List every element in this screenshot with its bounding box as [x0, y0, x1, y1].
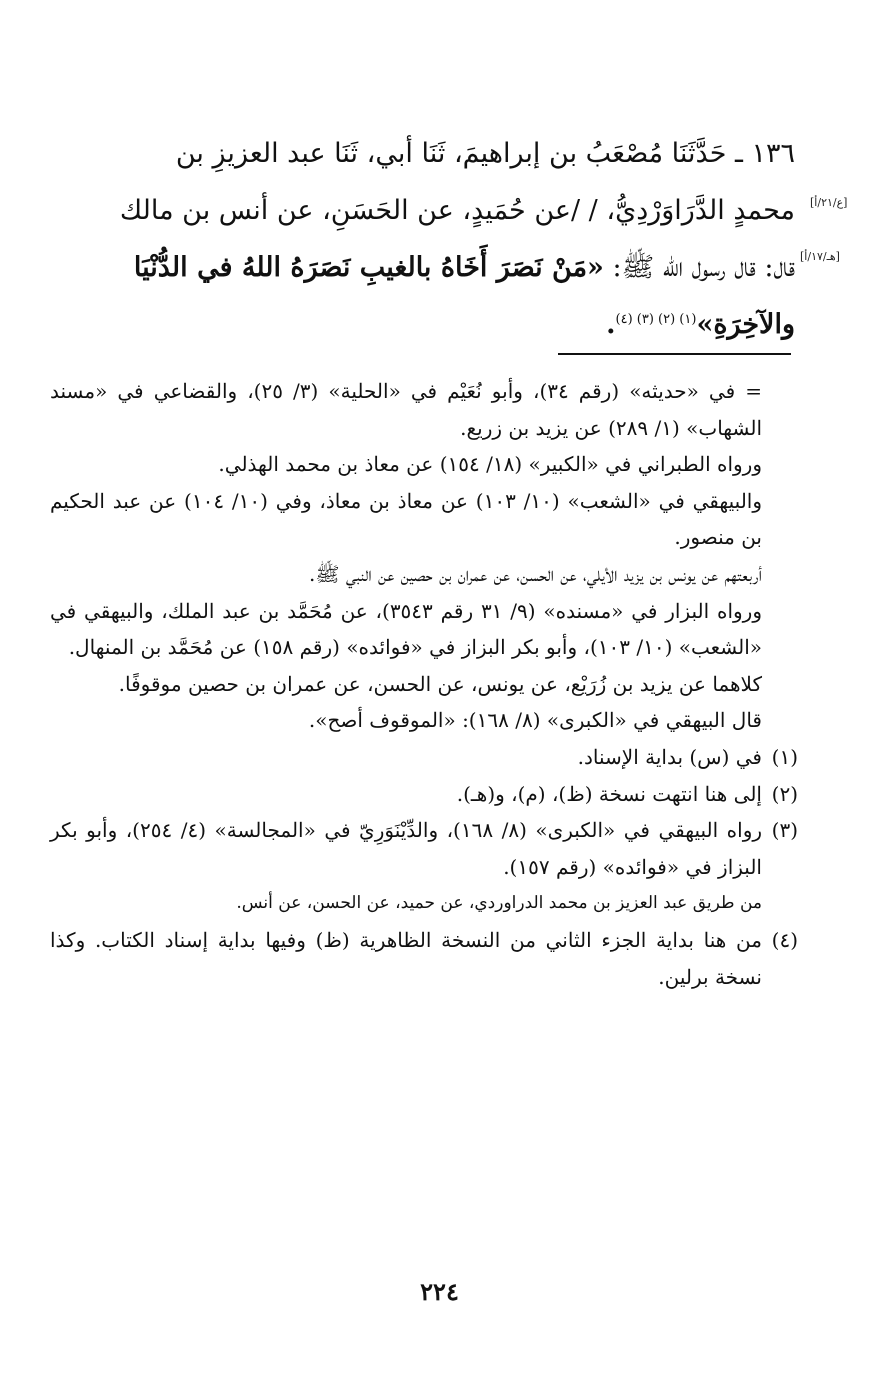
footnote-text: في (س) بداية الإسناد.: [577, 744, 762, 769]
manuscript-marker-2: [هـ/١٧/أ]: [800, 250, 840, 263]
hadith-line-4: [50, 296, 795, 353]
footnote-1: [50, 739, 798, 776]
footnote-3-continuation: من طريق عبد العزيز بن محمد الدراوردي، عن حميد، عن الحسن، عن أنس.: [236, 893, 762, 914]
hadith-matn: «مَنْ نَصَرَ أَخَاهُ بالغيبِ نَصَرَهُ اللهُ في الدُّنْيَا: [133, 252, 604, 283]
hadith-matn-end: والآخِرَةِ»: [696, 309, 795, 340]
note-paragraph: كلاهما عن يزيد بن زُرَيْع، عن يونس، عن الحسن، عن عمران بن حصين موقوفًا.: [118, 671, 762, 696]
hadith-line-3: [50, 239, 795, 296]
footnote-number: (٣): [771, 818, 798, 843]
note-paragraph: والبيهقي في «الشعب» (١٠/ ١٠٣) عن معاذ بن معاذ، وفي (١٠/ ١٠٤) عن عبد الحكيم بن منصور.: [50, 488, 762, 550]
manuscript-marker-1: [ع/٢١/أ]: [810, 196, 848, 209]
footnote-refs: (١) (٢) (٣) (٤): [615, 312, 697, 327]
footnote-divider: [558, 353, 791, 355]
hadith-end-mark: .: [606, 309, 616, 340]
page-number: ٢٢٤: [420, 1277, 459, 1306]
footnote-text: رواه البيهقي في «الكبرى» (٨/ ١٦٨)، والدِّيْنَوَرِيّ في «المجالسة» (٤/ ٢٥٤)، وأبو بكر البزاز في «فوائده» (رقم ١٥٧).: [50, 818, 763, 879]
footnote-3: [50, 812, 798, 885]
footnotes: [50, 373, 798, 995]
footnote-2: [50, 776, 798, 813]
hadith-line-2: محمدٍ الدَّرَاوَرْدِيُّ، / /عن حُمَيدٍ، عن الحَسَنِ، عن أنس بن مالك: [119, 195, 795, 226]
footnote-text: إلى هنا انتهت نسخة (ظ)، (م)، و(هـ).: [456, 781, 762, 806]
note-paragraph: قال البيهقي في «الكبرى» (٨/ ١٦٨): «الموقوف أصح».: [308, 708, 762, 733]
note-paragraph: ورواه الطبراني في «الكبير» (١٨/ ١٥٤) عن معاذ بن محمد الهذلي.: [218, 452, 762, 477]
note-paragraph: ورواه البزار في «مسنده» (٩/ ٣١ رقم ٣٥٤٣)، عن مُحَمَّد بن عبد الملك، والبيهقي في «الشعب» (١٠/ ١٠٣)، وأبو بكر البزاز في «فوائده» (رقم ١٥٨) عن مُحَمَّد بن المنهال.: [50, 598, 762, 660]
footnote-4: [50, 922, 798, 995]
note-paragraph: أربعتهم عن يونس بن يزيد الأيلي، عن الحسن، عن عمران بن حصين عن النبي ﷺ.: [309, 561, 762, 586]
hadith-line-1: ١٣٦ ـ حَدَّثَنَا مُصْعَبُ بن إبراهيمَ، ثَنَا أبي، ثَنَا عبد العزيزِ بن: [175, 138, 795, 169]
hadith-intro: قال: قال رسول الله ﷺ:: [603, 252, 795, 283]
footnote-number: (٤): [771, 927, 798, 952]
footnote-number: (١): [771, 744, 798, 769]
note-continuation: = في «حديثه» (رقم ٣٤)، وأبو نُعَيْم في «الحلية» (٣/ ٢٥)، والقضاعي في «مسند الشهاب» (١/ ٢٨٩) عن يزيد بن زريع.: [50, 379, 762, 440]
footnote-text: من هنا بداية الجزء الثاني من النسخة الظاهرية (ظ) وفيها بداية إسناد الكتاب. وكذا نسخة برلين.: [50, 927, 762, 989]
hadith-text: [50, 125, 795, 353]
footnote-number: (٢): [771, 781, 798, 806]
